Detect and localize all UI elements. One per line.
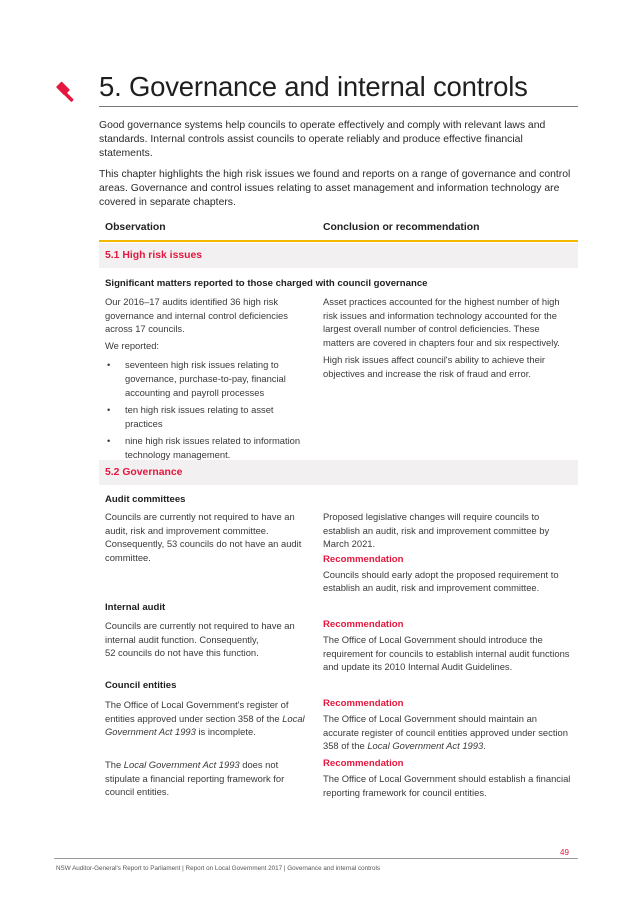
observation-text: We reported: xyxy=(105,339,160,351)
observation-text xyxy=(105,698,311,739)
recommendation-label: Recommendation xyxy=(323,698,404,709)
observation-text: Councils are currently not required to have an internal audit function. Consequently, xyxy=(105,620,295,645)
text-run: The xyxy=(105,759,124,770)
table-row xyxy=(99,698,578,758)
observation-text xyxy=(105,758,311,799)
gavel-icon xyxy=(54,80,78,104)
title-divider xyxy=(99,106,578,107)
subheading-internal-audit: Internal audit xyxy=(105,602,166,613)
conclusion-cell xyxy=(323,619,573,674)
recommendation-text xyxy=(323,712,573,753)
act-title: Local Government Act 1993 xyxy=(105,712,305,738)
conclusion-text: High risk issues affect council's ability to achieve their objectives and increase the risk of fraud and error. xyxy=(323,354,546,379)
table-header xyxy=(99,216,578,242)
text-run: The Office of Local Government's register of entities approved under section 358 of the xyxy=(105,699,289,724)
subheading-council-entities: Council entities xyxy=(105,680,177,691)
table-row xyxy=(99,619,578,680)
observation-text: Councils are currently not required to have an audit, risk and improvement committee. Consequently, 53 councils do not have an audit committee. xyxy=(105,511,302,563)
subheading-significant-matters: Significant matters reported to those charged with council governance xyxy=(105,278,428,289)
table-row xyxy=(99,510,578,602)
text-run: The Office of Local Government should maintain an accurate register of council entities approved under section 358 of the xyxy=(323,713,568,752)
act-title: Local Government Act 1993 xyxy=(367,740,484,752)
recommendation-label: Recommendation xyxy=(323,553,404,565)
footer: NSW Auditor-General's Report to Parliament | Report on Local Government 2017 | Governance and internal controls xyxy=(56,865,381,872)
observation-cell xyxy=(105,619,311,660)
section-heading-5-1 xyxy=(99,243,578,268)
page-title: 5. Governance and internal controls xyxy=(99,71,528,102)
section-heading-5-2 xyxy=(99,460,578,485)
list-item: • ten high risk issues relating to asset practices xyxy=(105,403,311,430)
observation-text: Our 2016–17 audits identified 36 high risk governance and internal control deficiencies across 17 councils. xyxy=(105,296,288,335)
recommendation-text: Councils should early adopt the proposed requirement to establish an audit, risk and improvement committee. xyxy=(323,568,559,594)
conclusion-text: Proposed legislative changes will require councils to establish an audit, risk and improvement committee by March 2021. xyxy=(323,511,550,550)
intro-paragraph-1: Good governance systems help councils to operate effectively and comply with relevant laws and standards. Internal controls assist councils to operate reliably and produce effective financial statements. xyxy=(99,120,546,160)
list-item: • seventeen high risk issues relating to governance, purchase-to-pay, financial accounting and payroll processes xyxy=(105,358,311,399)
intro-paragraph-2: This chapter highlights the high risk issues we found and reports on a range of governance and control areas. Governance and control issues relating to asset management and information technology are covered in separate chapters. xyxy=(99,168,571,209)
act-title: Local Government Act 1993 xyxy=(123,759,240,770)
section-title: 5.1 High risk issues xyxy=(105,250,203,261)
bullet-list xyxy=(105,358,311,461)
recommendation-text: The Office of Local Government should introduce the requirement for councils to establish internal audit functions and update its 2010 Internal Audit Guidelines. xyxy=(323,634,570,673)
conclusion-cell xyxy=(323,510,573,595)
text-run: . xyxy=(483,740,486,752)
page-number: 49 xyxy=(560,848,569,857)
observation-cell xyxy=(105,758,311,799)
list-item: • nine high risk issues related to information technology management. xyxy=(105,434,311,461)
recommendation-label: Recommendation xyxy=(323,619,404,630)
conclusion-header: Conclusion or recommendation xyxy=(323,222,480,233)
intro xyxy=(99,119,579,216)
observation-header: Observation xyxy=(105,222,166,233)
findings-table xyxy=(99,216,578,808)
observation-cell xyxy=(105,698,311,739)
observation-cell xyxy=(105,510,311,564)
subheading-audit-committees: Audit committees xyxy=(105,494,186,505)
text-run: does not stipulate a financial reporting framework for council entities. xyxy=(105,759,285,798)
recommendation-text: The Office of Local Government should establish a financial reporting framework for council entities. xyxy=(323,773,571,798)
conclusion-text: Asset practices accounted for the highest number of high risk issues and information technology accounted for the largest overall number of control deficiencies. These matters are covered in chapters four and six respectively. xyxy=(323,296,560,348)
footer-divider xyxy=(54,858,578,859)
conclusion-cell xyxy=(323,758,573,799)
observation-text: 52 councils do not have this function. xyxy=(105,647,259,659)
conclusion-cell xyxy=(323,295,573,381)
observation-cell xyxy=(105,295,311,466)
table-row xyxy=(99,758,578,808)
table-row xyxy=(99,295,578,459)
conclusion-cell xyxy=(323,698,573,753)
recommendation-label: Recommendation xyxy=(323,758,404,769)
section-title: 5.2 Governance xyxy=(105,467,183,478)
text-run: is incomplete. xyxy=(195,726,256,738)
